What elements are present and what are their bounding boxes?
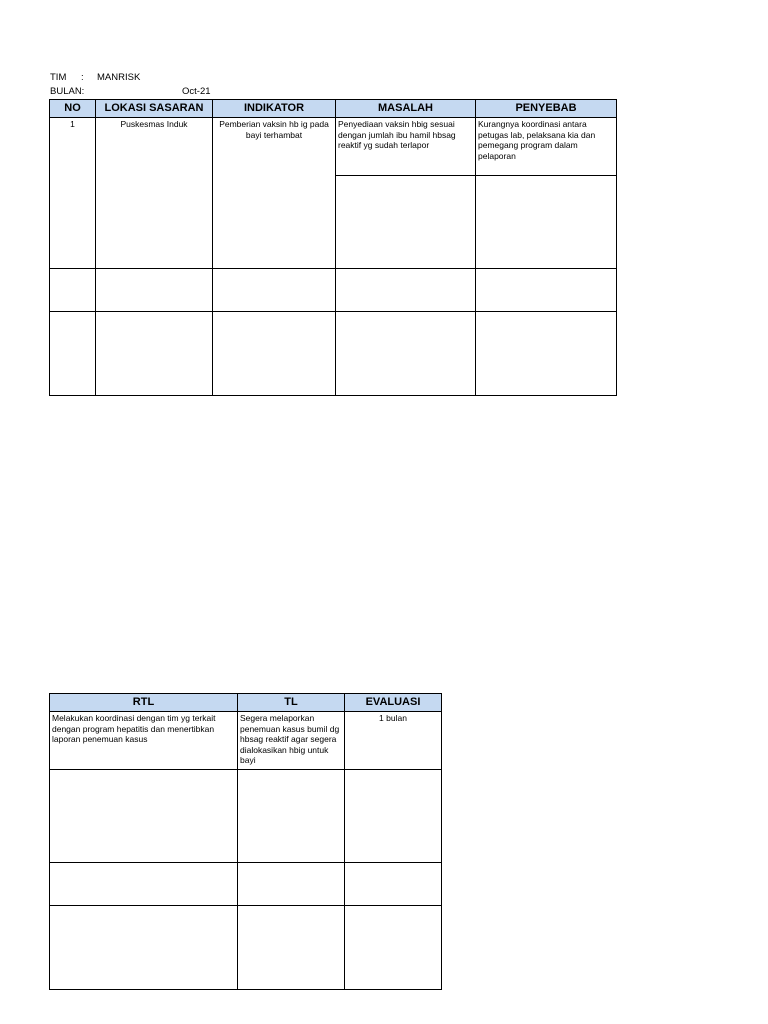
empty-cell	[213, 312, 336, 396]
col-header-indikator: INDIKATOR	[213, 100, 336, 118]
table-row	[50, 906, 442, 990]
empty-cell	[50, 770, 238, 863]
cell-indikator: Pemberian vaksin hb ig pada bayi terhambat	[213, 118, 336, 269]
empty-cell	[213, 269, 336, 312]
empty-cell	[336, 176, 476, 269]
problem-table	[49, 99, 617, 396]
col-header-evaluasi: EVALUASI	[345, 694, 442, 712]
tim-separator: :	[81, 72, 84, 83]
empty-cell	[345, 863, 442, 906]
empty-cell	[50, 269, 96, 312]
col-header-no: NO	[50, 100, 96, 118]
cell-no: 1	[50, 118, 96, 269]
header-row	[50, 694, 442, 712]
col-header-rtl: RTL	[50, 694, 238, 712]
empty-cell	[96, 312, 213, 396]
action-plan-table	[49, 693, 442, 990]
empty-cell	[476, 312, 617, 396]
tim-label: TIM	[50, 72, 67, 83]
col-header-tl: TL	[238, 694, 345, 712]
table-row	[50, 712, 442, 770]
empty-cell	[336, 269, 476, 312]
col-header-lokasi-sasaran: LOKASI SASARAN	[96, 100, 213, 118]
empty-cell	[96, 269, 213, 312]
empty-cell	[50, 312, 96, 396]
empty-cell	[345, 770, 442, 863]
empty-cell	[238, 906, 345, 990]
header-row	[50, 100, 617, 118]
empty-cell	[336, 312, 476, 396]
table-row	[50, 312, 617, 396]
cell-evaluasi: 1 bulan	[345, 712, 442, 770]
cell-lokasi: Puskesmas Induk	[96, 118, 213, 269]
bulan-label: BULAN:	[50, 86, 85, 97]
table-row	[50, 118, 617, 176]
empty-cell	[476, 269, 617, 312]
col-header-masalah: MASALAH	[336, 100, 476, 118]
table-row	[50, 269, 617, 312]
cell-masalah: Penyediaan vaksin hbig sesuai dengan jumlah ibu hamil hbsag reaktif yg sudah terlapor	[336, 118, 476, 176]
tim-value: MANRISK	[97, 72, 141, 83]
cell-tl: Segera melaporkan penemuan kasus bumil dg hbsag reaktif agar segera dialokasikan hbig untuk bayi	[238, 712, 345, 770]
cell-penyebab: Kurangnya koordinasi antara petugas lab, pelaksana kia dan pemegang program dalam pelaporan	[476, 118, 617, 176]
empty-cell	[50, 863, 238, 906]
empty-cell	[238, 770, 345, 863]
bulan-value: Oct-21	[182, 86, 211, 97]
empty-cell	[345, 906, 442, 990]
cell-rtl: Melakukan koordinasi dengan tim yg terkait dengan program hepatitis dan menertibkan laporan penemuan kasus	[50, 712, 238, 770]
empty-cell	[50, 906, 238, 990]
empty-cell	[476, 176, 617, 269]
empty-cell	[238, 863, 345, 906]
table-row	[50, 770, 442, 863]
table-row	[50, 863, 442, 906]
col-header-penyebab: PENYEBAB	[476, 100, 617, 118]
